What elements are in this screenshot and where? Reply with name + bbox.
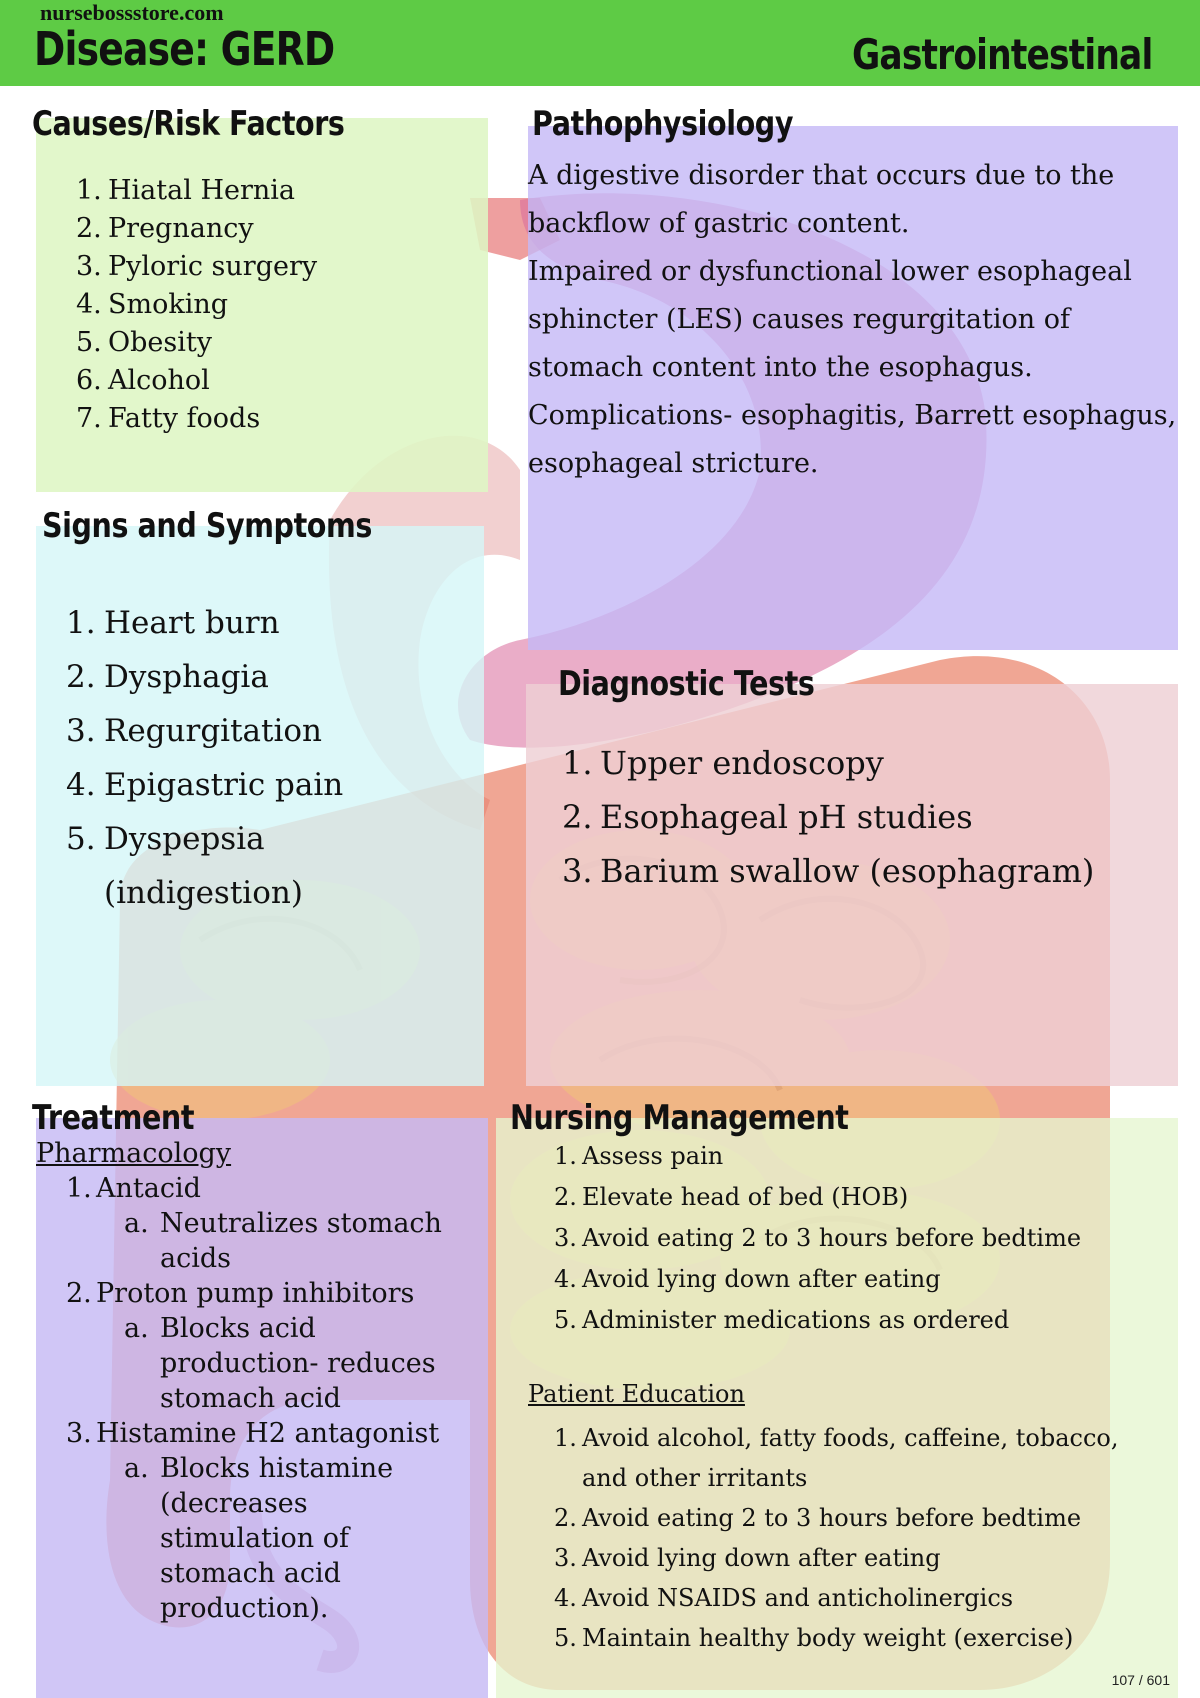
signs-list <box>66 596 343 920</box>
pathophysiology-text <box>528 152 1178 488</box>
list-item: 2. Dysphagia <box>66 659 269 695</box>
list-item: 4. Avoid NSAIDS and anticholinergics <box>554 1584 1014 1612</box>
list-item: 5. Maintain healthy body weight (exercise) <box>554 1624 1074 1652</box>
list-item: 3. Avoid lying down after eating <box>554 1544 941 1572</box>
list-item: 4. Epigastric pain <box>66 767 344 803</box>
pharmacology-subheading: Pharmacology <box>36 1138 232 1169</box>
signs-heading: Signs and Symptoms <box>42 506 372 546</box>
treatment-subitem-line: stomach acid <box>160 1383 341 1414</box>
treatment-subitem: a. Blocks acid <box>124 1313 316 1344</box>
header-bar <box>0 0 1200 86</box>
list-item: 4. Smoking <box>76 289 229 320</box>
list-item: 2. Pregnancy <box>76 213 254 244</box>
diagnostic-list <box>562 736 1094 898</box>
causes-list <box>76 172 317 438</box>
list-item: 1. Hiatal Hernia <box>76 175 295 206</box>
treatment-content <box>36 1136 488 1626</box>
list-item: 1. Heart burn <box>66 605 280 641</box>
list-item: 3. Avoid eating 2 to 3 hours before bedtime <box>554 1224 1082 1252</box>
list-item: 2. Esophageal pH studies <box>562 798 973 836</box>
patho-paragraph: Impaired or dysfunctional lower esophageal sphincter (LES) causes regurgitation of stomach content into the esophagus. <box>528 256 1132 383</box>
patient-education-list <box>554 1418 1118 1658</box>
causes-heading: Causes/Risk Factors <box>32 104 345 144</box>
list-item: 2. Elevate head of bed (HOB) <box>554 1183 909 1211</box>
treatment-subitem-line: production- reduces <box>160 1348 436 1379</box>
treatment-subitem: a. Blocks histamine <box>124 1453 394 1484</box>
list-item: 1. Avoid alcohol, fatty foods, caffeine, tobacco, <box>554 1424 1119 1452</box>
list-item: 4. Avoid lying down after eating <box>554 1265 941 1293</box>
treatment-heading: Treatment <box>32 1098 195 1138</box>
list-item: 3. Regurgitation <box>66 713 323 749</box>
list-item: 3. Barium swallow (esophagram) <box>562 852 1095 890</box>
treatment-subitem-line: (decreases <box>160 1488 308 1519</box>
page-number: 107 / 601 <box>1111 1672 1170 1688</box>
list-item-continuation: (indigestion) <box>104 875 303 911</box>
list-item: 7. Fatty foods <box>76 403 261 434</box>
treatment-item: 1. Antacid <box>66 1173 201 1204</box>
list-item-continuation: and other irritants <box>582 1464 808 1492</box>
treatment-subitem-line: stomach acid <box>160 1558 341 1589</box>
list-item: 2. Avoid eating 2 to 3 hours before bedtime <box>554 1504 1082 1532</box>
list-item: 1. Upper endoscopy <box>562 744 884 782</box>
list-item: 5. Obesity <box>76 327 212 358</box>
list-item: 5. Dyspepsia <box>66 821 265 857</box>
list-item: 3. Pyloric surgery <box>76 251 318 282</box>
category-label: Gastrointestinal <box>851 30 1152 79</box>
pathophysiology-heading: Pathophysiology <box>532 104 794 144</box>
nursing-heading: Nursing Management <box>510 1098 849 1138</box>
nursing-list <box>554 1136 1081 1341</box>
list-item: 1. Assess pain <box>554 1142 724 1170</box>
list-item: 6. Alcohol <box>76 365 210 396</box>
page-title: Disease: GERD <box>34 22 335 76</box>
treatment-subitem-line: production). <box>160 1593 329 1624</box>
treatment-subitem-line: acids <box>160 1243 231 1274</box>
patho-paragraph: A digestive disorder that occurs due to the backflow of gastric content. <box>528 160 1115 239</box>
treatment-item: 3. Histamine H2 antagonist <box>66 1418 440 1449</box>
diagnostic-heading: Diagnostic Tests <box>558 664 815 704</box>
patient-education-heading: Patient Education <box>528 1380 745 1408</box>
treatment-item: 2. Proton pump inhibitors <box>66 1278 415 1309</box>
list-item: 5. Administer medications as ordered <box>554 1306 1010 1334</box>
treatment-subitem-line: stimulation of <box>160 1523 350 1554</box>
site-url: nursebossstore.com <box>40 0 224 25</box>
treatment-subitem: a. Neutralizes stomach <box>124 1208 442 1239</box>
patho-paragraph: Complications- esophagitis, Barrett esophagus, esophageal stricture. <box>528 400 1177 479</box>
